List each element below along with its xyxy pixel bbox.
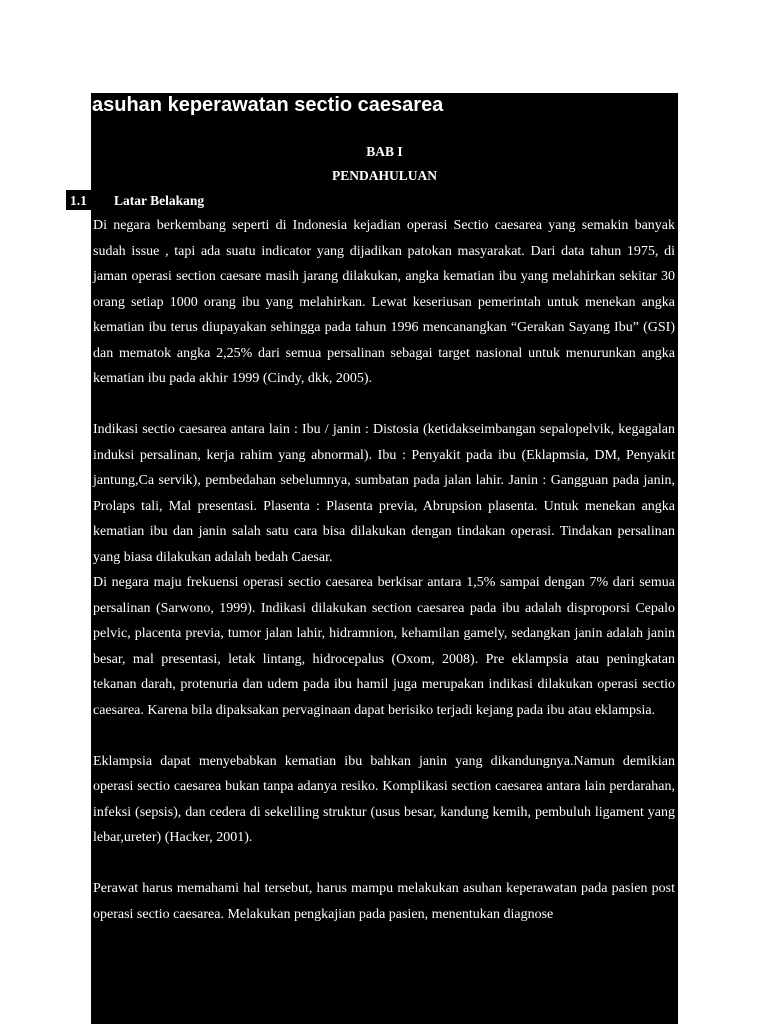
paragraph: Di negara berkembang seperti di Indonesia kejadian operasi Sectio caesarea yang semakin banyak sudah issue , tapi ada suatu indicator yang dijadikan patokan masyarakat. Dari data tahun 1975, di jaman operasi section caesare masih jarang dilakukan, angka kematian ibu yang melahirkan sekitar 30 orang setiap 1000 orang ibu yang melahirkan. Lewat keseriusan pemerintah untuk menekan angka kematian ibu terus diupayakan sehingga pada tahun 1996 mencanangkan “Gerakan Sayang Ibu” (GSI) dan mematok angka 2,25% dari semua persalinan sebagai target nasional untuk menurunkan angka kematian ibu pada akhir 1999 (Cindy, dkk, 2005). [93, 218, 675, 386]
section-title: Latar Belakang [114, 193, 205, 208]
paragraph: Indikasi sectio caesarea antara lain : Ibu / janin : Distosia (ketidakseimbangan sepalopelvik, kegagalan induksi persalinan, kerja rahim yang abnormal). Ibu : Penyakit pada ibu (Eklapmsia, DM, Penyakit jantung,Ca servik), pembedahan sebelumnya, sumbatan pada jalan lahir. Janin : Gangguan pada janin, Prolaps tali, Mal presentasi. Plasenta : Plasenta previa, Abrupsion plasenta. Untuk menekan angka kematian ibu dan janin salah satu cara bisa dilakukan dengan tindakan operasi. Tindakan persalinan yang biasa dilakukan adalah bedah Caesar. [93, 422, 675, 565]
section-number: 1.1 [70, 193, 87, 208]
document-title: asuhan keperawatan sectio caesarea [92, 94, 444, 116]
body-text [93, 213, 675, 927]
chapter-number: BAB I [366, 144, 403, 159]
paragraph: Perawat harus memahami hal tersebut, harus mampu melakukan asuhan keperawatan pada pasien post operasi sectio caesarea. Melakukan pengkajian pada pasien, menentukan diagnose [93, 881, 675, 922]
chapter-title: PENDAHULUAN [331, 168, 437, 183]
paragraph: Eklampsia dapat menyebabkan kematian ibu bahkan janin yang dikandungnya.Namun demikian operasi sectio caesarea bukan tanpa adanya resiko. Komplikasi section caesarea antara lain perdarahan, infeksi (sepsis), dan cedera di sekeliling struktur (usus besar, kandung kemih, pembuluh ligament yang lebar,ureter) (Hacker, 2001). [93, 753, 675, 845]
section-heading [70, 191, 205, 211]
paragraph: Di negara maju frekuensi operasi sectio caesarea berkisar antara 1,5% sampai dengan 7% dari semua persalinan (Sarwono, 1999). Indikasi dilakukan section caesarea pada ibu adalah disproporsi Cepalo pelvic, placenta previa, tumor jalan lahir, hidramnion, kehamilan gamely, sedangkan janin adalah janin besar, mal presentasi, letak lintang, hidrocepalus (Oxom, 2008). Pre eklampsia atau peningkatan tekanan darah, protenuria dan udem pada ibu hamil juga merupakan indikasi dilakukan operasi sectio caesarea. Karena bila dipaksakan pervaginaan dapat berisiko terjadi kejang pada ibu atau eklampsia. [93, 575, 675, 718]
